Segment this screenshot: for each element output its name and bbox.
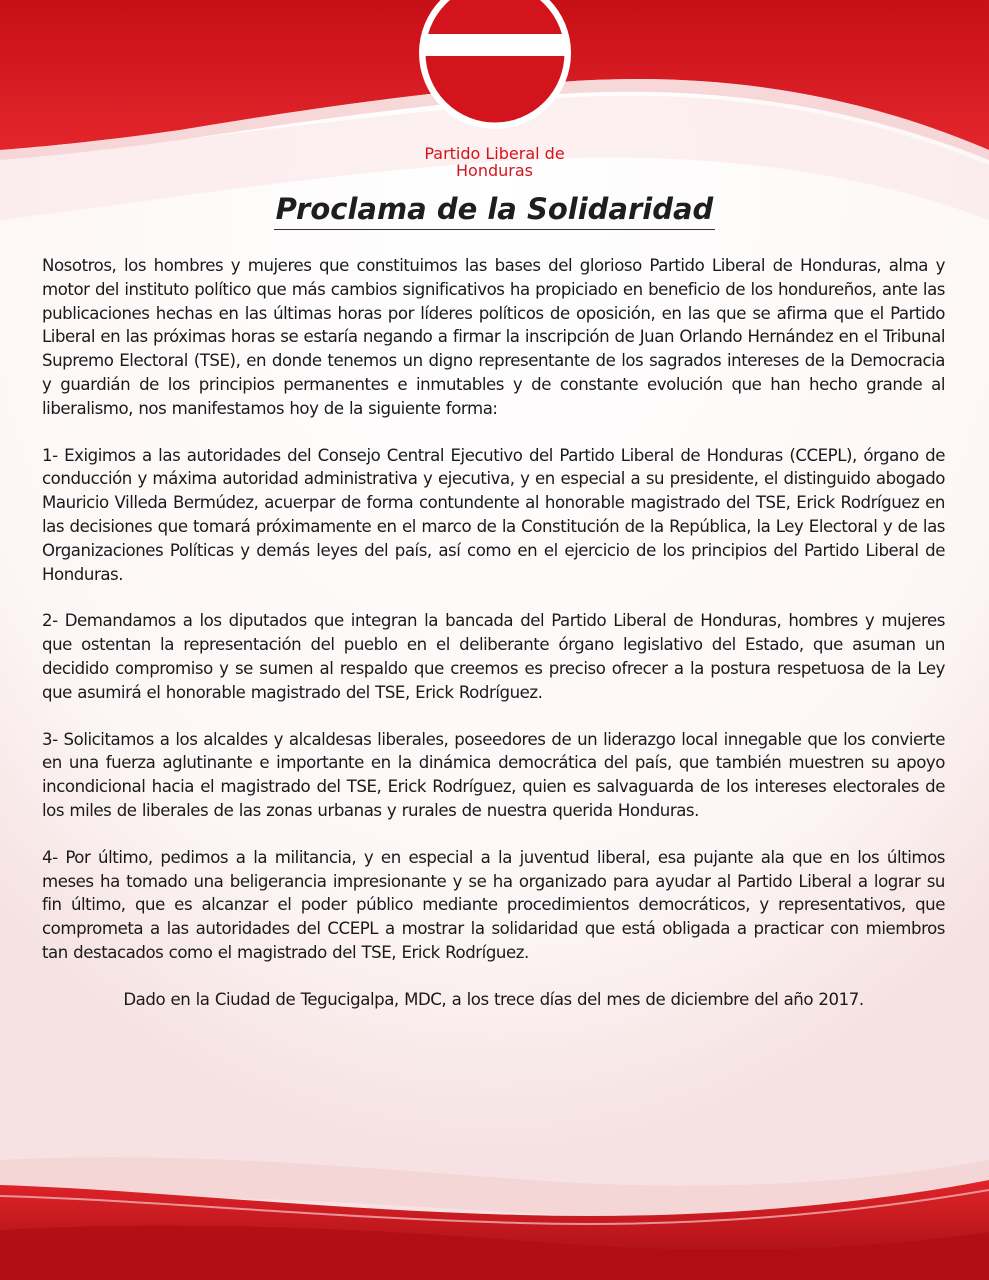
document-body <box>42 254 945 1035</box>
document-title: Proclama de la Solidaridad <box>274 191 716 230</box>
point-2-paragraph: 2- Demandamos a los diputados que integran la bancada del Partido Liberal de Honduras, hombres y mujeres que ostentan la representación del pueblo en el deliberante órgano legislativo del Estado, que asuman un decidido compromiso y se sumen al respaldo que creemos es preciso ofrecer a la postura respetuosa de la Ley que asumirá el honorable magistrado del TSE, Erick Rodríguez. <box>42 611 945 702</box>
party-name <box>0 145 989 179</box>
point-1-paragraph: 1- Exigimos a las autoridades del Consejo Central Ejecutivo del Partido Liberal de Honduras (CCEPL), órgano de conducción y máxima autoridad administrativa y ejecutiva, y en especial a su presidente, el distinguido abogado Mauricio Villeda Bermúdez, acuerpar de forma contundente al honorable magistrado del TSE, Erick Rodríguez en las decisiones que tomará próximamente en el marco de la Constitución de la República, la Ley Electoral y de las Organizaciones Políticas y demás leyes del país, así como en el ejercicio de los principios del Partido Liberal de Honduras. <box>42 445 945 584</box>
intro-paragraph: Nosotros, los hombres y mujeres que constituimos las bases del glorioso Partido Liberal de Honduras, alma y motor del instituto político que más cambios significativos ha propiciado en beneficio de los hondureños, ante las publicaciones hechas en las últimas horas por líderes políticos de oposición, en las que se afirma que el Partido Liberal en las próximas horas se estaría negando a firmar la inscripción de Juan Orlando Hernández en el Tribunal Supremo Electoral (TSE), en donde tenemos un digno representante de los sagrados intereses de la Democracia y guardián de los principios permanentes e inmutables y de constante evolución que han hecho grande al liberalismo, nos manifestamos hoy de la siguiente forma: <box>42 256 945 418</box>
closing-line: Dado en la Ciudad de Tegucigalpa, MDC, a los trece días del mes de diciembre del año 2017. <box>123 989 864 1009</box>
document-title-wrapper <box>0 190 989 230</box>
party-logo <box>417 0 573 130</box>
point-4-paragraph: 4- Por último, pedimos a la militancia, y en especial a la juventud liberal, esa pujante ala que en los últimos meses ha tomado una beligerancia impresionante y se ha organizado para ayudar al Partido Liberal a lograr su fin último, que es alcanzar el poder público mediante procedimientos democráticos, y representativos, que comprometa a las autoridades del CCEPL a mostrar la solidaridad que está obligada a practicar con miembros tan destacados como el magistrado del TSE, Erick Rodríguez. <box>42 847 945 962</box>
party-name-line2: Honduras <box>456 161 533 180</box>
party-name-line1: Partido Liberal de <box>424 144 565 163</box>
point-3-paragraph: 3- Solicitamos a los alcaldes y alcaldesas liberales, poseedores de un liderazgo local innegable que los convierte en una fuerza aglutinante e importante en la dinámica democrática del país, que también muestren su apoyo incondicional hacia el magistrado del TSE, Erick Rodríguez, quien es salvaguarda de los intereses electorales de los miles de liberales de las zonas urbanas y rurales de nuestra querida Honduras. <box>42 729 945 820</box>
